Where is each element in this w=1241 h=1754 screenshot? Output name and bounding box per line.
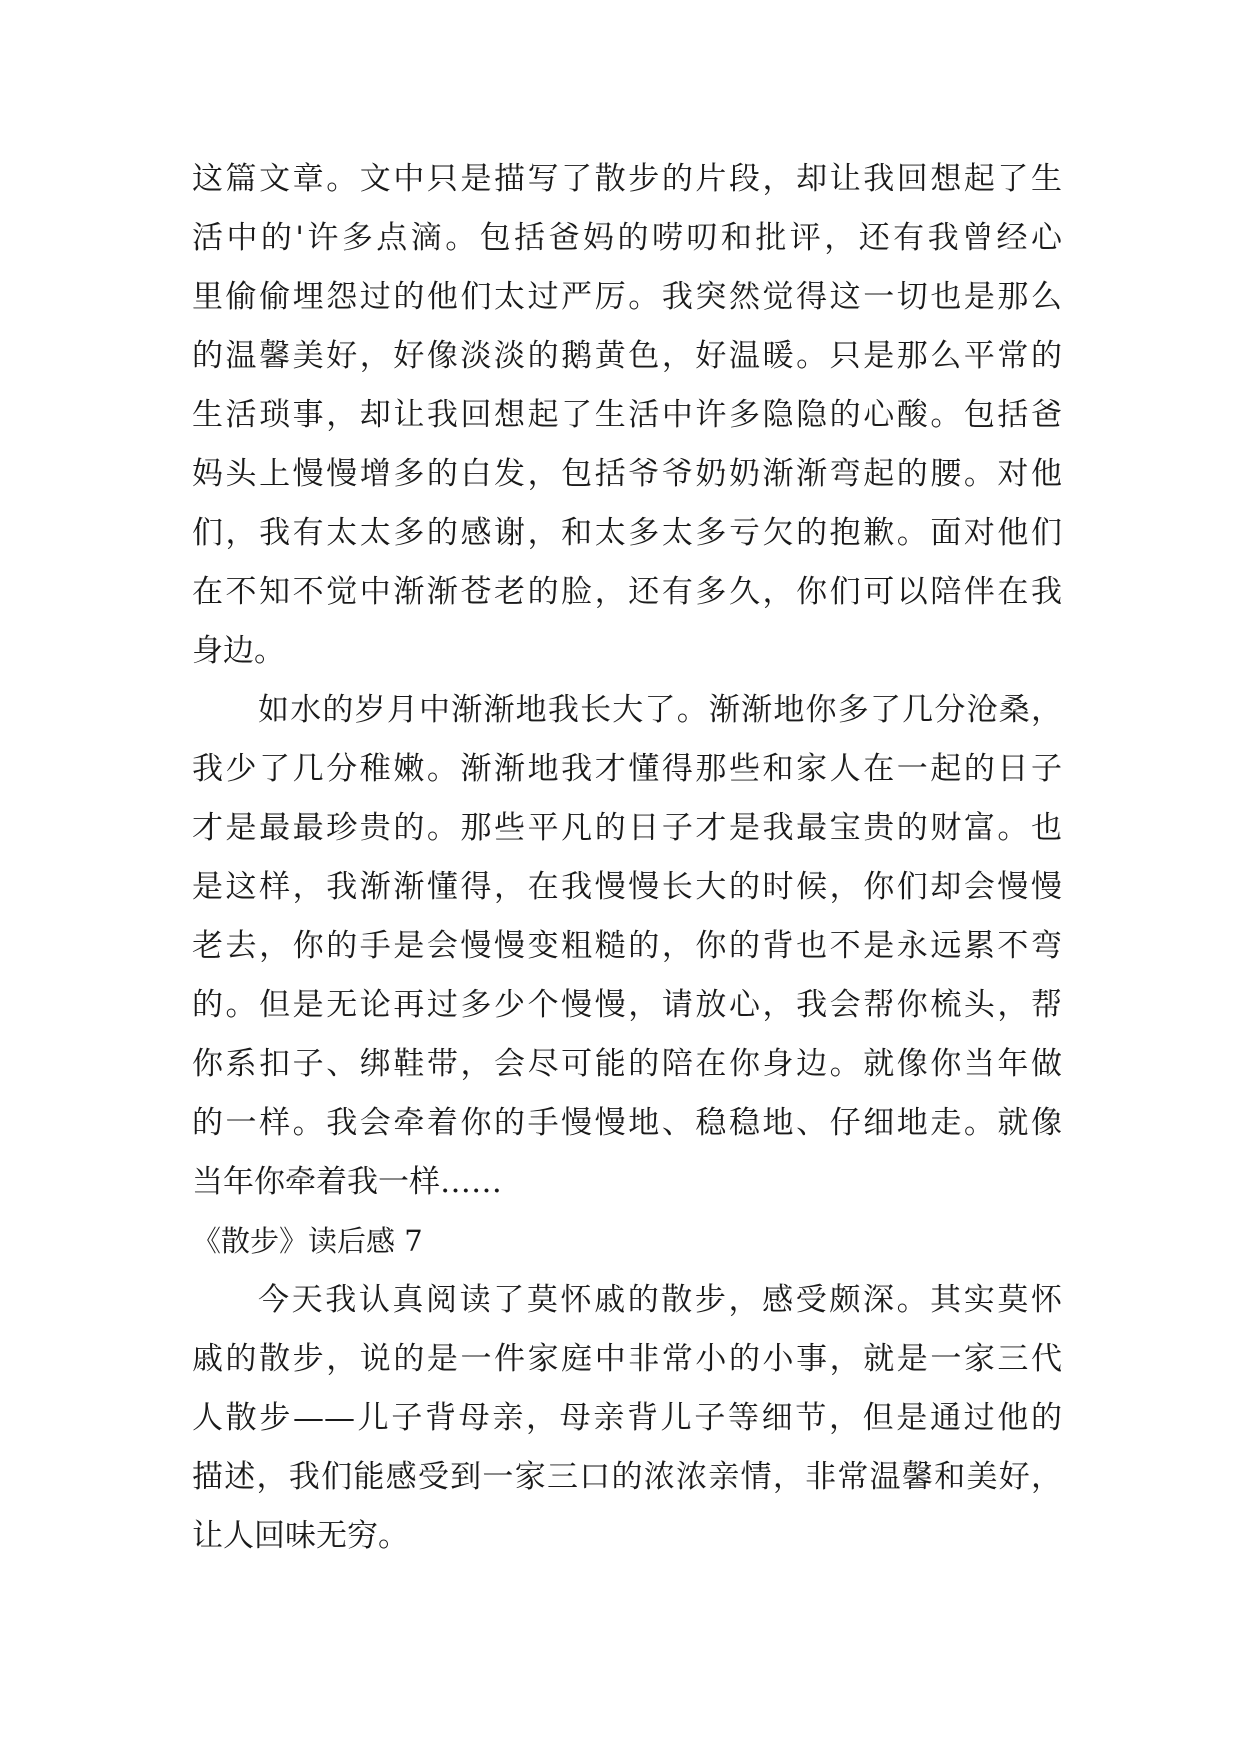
- paragraph-line: 我少了几分稚嫩。渐渐地我才懂得那些和家人在一起的日子: [192, 751, 1062, 787]
- section-heading: 《散步》读后感 7: [192, 1224, 423, 1258]
- paragraph-3: [192, 1271, 1062, 1566]
- paragraph-line: 人散步——儿子背母亲，母亲背儿子等细节，但是通过他的: [192, 1400, 1062, 1436]
- paragraph-line: 们，我有太太多的感谢，和太多太多亏欠的抱歉。面对他们: [192, 515, 1062, 551]
- paragraph-line: 的一样。我会牵着你的手慢慢地、稳稳地、仔细地走。就像: [192, 1105, 1062, 1141]
- paragraph-line: 身边。: [192, 633, 285, 669]
- paragraph-line: 戚的散步，说的是一件家庭中非常小的小事，就是一家三代: [192, 1341, 1062, 1377]
- paragraph-line: 这篇文章。文中只是描写了散步的片段，却让我回想起了生: [192, 161, 1062, 197]
- paragraph-line: 描述，我们能感受到一家三口的浓浓亲情，非常温馨和美好，: [192, 1459, 1062, 1495]
- paragraph-2: [192, 681, 1062, 1212]
- paragraph-line: 如水的岁月中渐渐地我长大了。渐渐地你多了几分沧桑，: [258, 692, 1062, 728]
- paragraph-line: 才是最最珍贵的。那些平凡的日子才是我最宝贵的财富。也: [192, 810, 1062, 846]
- paragraph-line: 当年你牵着我一样……: [192, 1164, 502, 1200]
- paragraph-1: [192, 150, 1062, 681]
- paragraph-line: 活中的'许多点滴。包括爸妈的唠叨和批评，还有我曾经心: [192, 220, 1062, 256]
- body-text: [192, 150, 1062, 1566]
- paragraph-line: 在不知不觉中渐渐苍老的脸，还有多久，你们可以陪伴在我: [192, 574, 1062, 610]
- paragraph-line: 让人回味无穷。: [192, 1518, 409, 1554]
- paragraph-line: 妈头上慢慢增多的白发，包括爷爷奶奶渐渐弯起的腰。对他: [192, 456, 1062, 492]
- paragraph-line: 的温馨美好，好像淡淡的鹅黄色，好温暖。只是那么平常的: [192, 338, 1062, 374]
- paragraph-line: 的。但是无论再过多少个慢慢，请放心，我会帮你梳头，帮: [192, 987, 1062, 1023]
- paragraph-line: 老去，你的手是会慢慢变粗糙的，你的背也不是永远累不弯: [192, 928, 1062, 964]
- paragraph-line: 你系扣子、绑鞋带，会尽可能的陪在你身边。就像你当年做: [192, 1046, 1062, 1082]
- paragraph-line: 是这样，我渐渐懂得，在我慢慢长大的时候，你们却会慢慢: [192, 869, 1062, 905]
- paragraph-line: 里偷偷埋怨过的他们太过严厉。我突然觉得这一切也是那么: [192, 279, 1062, 315]
- paragraph-line: 生活琐事，却让我回想起了生活中许多隐隐的心酸。包括爸: [192, 397, 1062, 433]
- paragraph-line: 今天我认真阅读了莫怀戚的散步，感受颇深。其实莫怀: [258, 1282, 1062, 1318]
